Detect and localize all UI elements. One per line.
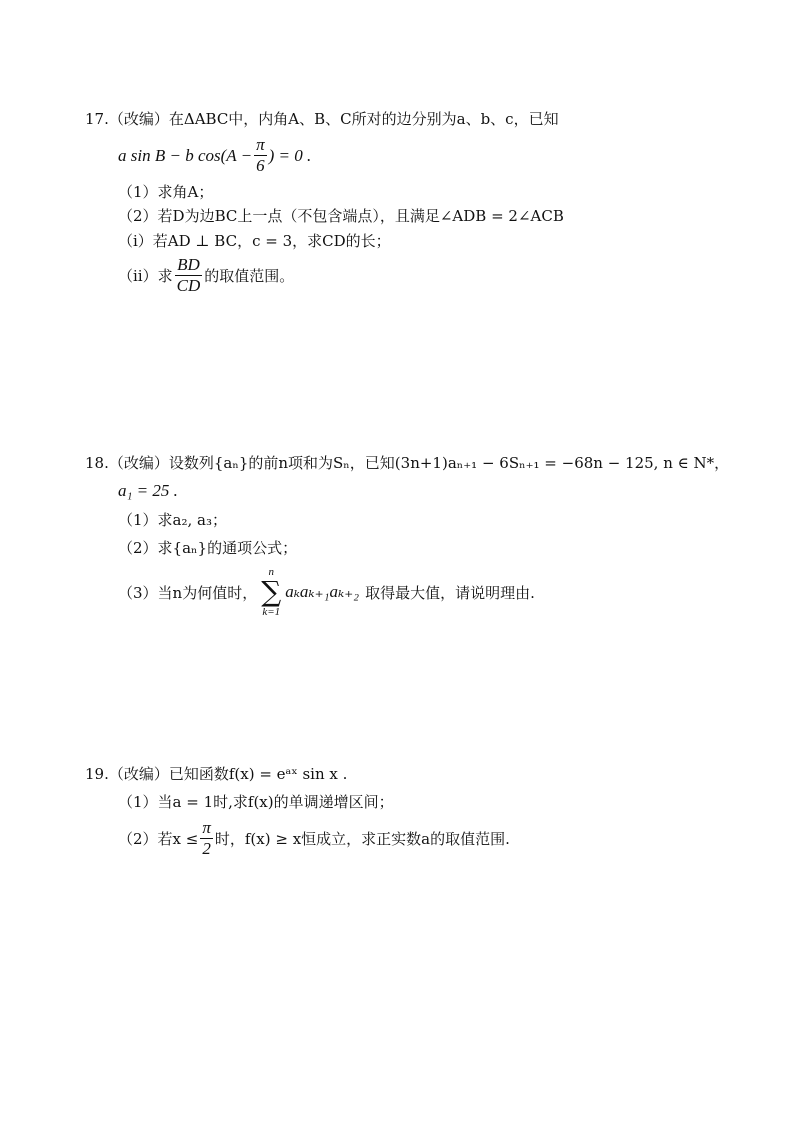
q17-header-text: 17.（改编）在ΔABC中，内角A、B、C所对的边分别为a、b、c，已知	[85, 110, 559, 128]
q18-part2	[118, 537, 297, 558]
q19-part1-text: （1）当a = 1时,求f(x)的单调递增区间；	[118, 793, 394, 811]
q18-sum-body: aₖaₖ₊₁aₖ₊₂	[285, 582, 360, 601]
q17-eq-num: π	[256, 135, 265, 154]
q18-part2-text: （2）求{aₙ}的通项公式；	[118, 539, 298, 557]
q19-pi-num: π	[202, 818, 211, 837]
q17-equation	[118, 135, 311, 176]
q18-part3-pre: （3）当n为何值时，	[118, 583, 258, 602]
q17-part2-i	[118, 230, 391, 251]
q18-part3	[118, 566, 535, 618]
q17-eq-right: ) = 0 .	[268, 145, 312, 165]
q19-pi-den: 2	[202, 839, 211, 858]
q19-part2-pre: （2）若x ≤	[118, 830, 199, 848]
q17-part2-ii-post: 的取值范围。	[204, 267, 295, 285]
q17-ratio-den: CD	[176, 276, 201, 295]
q18-header	[85, 452, 729, 473]
q19-header-text: 19.（改编）已知函数f(x) = eᵃˣ sin x .	[85, 765, 348, 783]
q19-part1	[118, 791, 394, 812]
q18-sum-lower: k=1	[262, 606, 281, 618]
q19-part2	[118, 818, 510, 859]
q19-part2-post: 时，f(x) ≥ x恒成立，求正实数a的取值范围.	[214, 830, 510, 848]
q18-summation	[261, 566, 281, 618]
q17-part1-text: （1）求角A；	[118, 183, 214, 201]
q18-part1-text: （1）求a₂, a₃；	[118, 511, 227, 529]
q17-part2-i-text: （ⅰ）若AD ⊥ BC，c = 3，求CD的长；	[118, 232, 391, 250]
q17-header	[85, 108, 559, 129]
q17-part2-ii-pre: （ⅱ）求	[118, 267, 173, 285]
q18-part3-post: 取得最大值，请说明理由.	[365, 583, 535, 602]
q18-sum-upper: n	[268, 566, 274, 578]
q17-ratio-num: BD	[177, 255, 200, 274]
q18-part1	[118, 509, 227, 530]
q17-part2-text: （2）若D为边BC上一点（不包含端点），且满足∠ADB = 2∠ACB	[118, 207, 564, 225]
q18-sum-sigma: ∑	[261, 575, 282, 608]
q17-eq-left: a sin B − b cos(A −	[118, 145, 253, 165]
q19-header	[85, 763, 347, 784]
q17-eq-fraction	[254, 135, 267, 176]
q18-a1-text: a₁ = 25 .	[118, 481, 178, 500]
q19-pi-fraction	[200, 818, 213, 859]
q18-a1	[118, 481, 178, 501]
q18-header-text: 18.（改编）设数列{aₙ}的前n项和为Sₙ，已知(3n+1)aₙ₊₁ − 6Sₙ₊₁ = −68n − 125, n ∈ N*，	[85, 454, 730, 472]
q17-part2	[118, 205, 564, 226]
q17-eq-den: 6	[256, 156, 265, 175]
q17-ratio-fraction	[175, 255, 203, 296]
q17-part1	[118, 181, 213, 202]
q17-part2-ii	[118, 255, 294, 296]
